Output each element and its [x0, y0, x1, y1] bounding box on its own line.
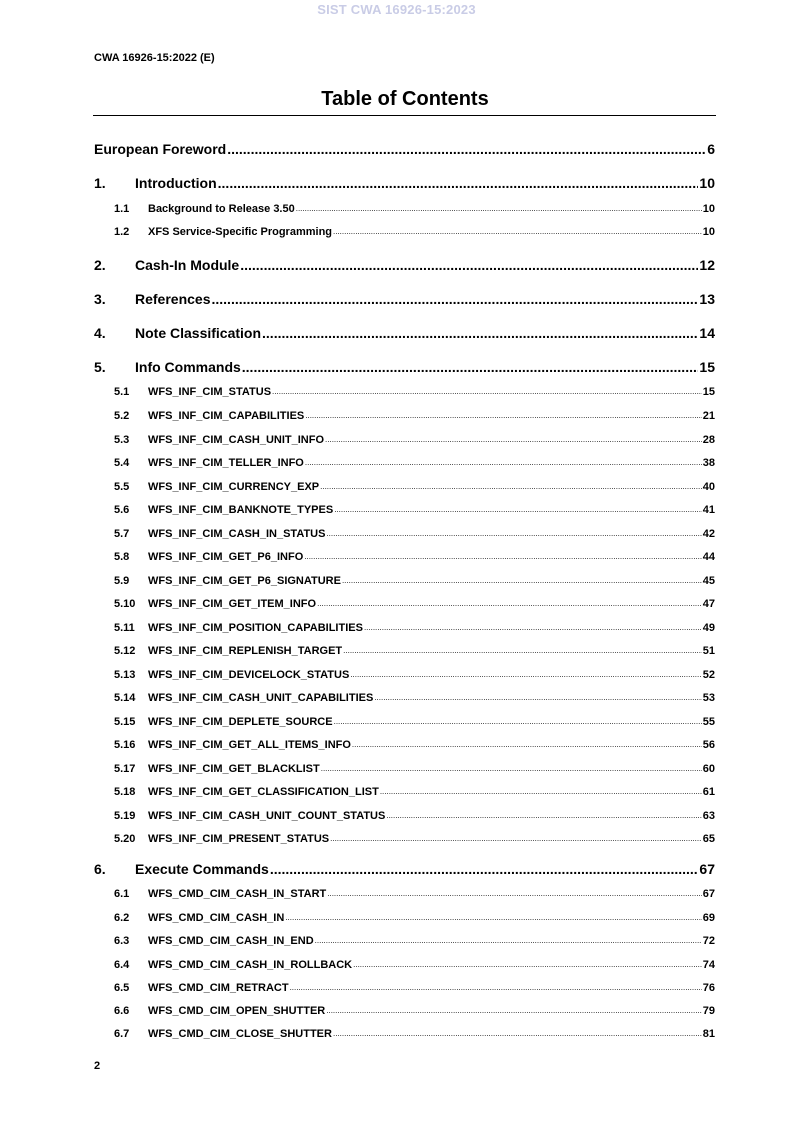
toc-entry-label: WFS_INF_CIM_POSITION_CAPABILITIES	[148, 622, 363, 634]
dot-leader	[321, 761, 702, 776]
toc-entry-label: Execute Commands	[135, 861, 269, 877]
toc-entry-page: 65	[702, 833, 715, 845]
toc-entry-number: 5.6	[114, 504, 130, 516]
toc-entry-number: 5.17	[114, 763, 136, 775]
toc-entry-number: 6.4	[114, 959, 130, 971]
toc-entry-number: 5.	[94, 359, 106, 375]
toc-entry-page: 13	[699, 291, 715, 307]
toc-entry-label: WFS_INF_CIM_BANKNOTE_TYPES	[148, 504, 334, 516]
toc-subentry[interactable]	[94, 224, 715, 239]
toc-entry-page: 6	[707, 141, 715, 157]
dot-leader	[326, 526, 701, 541]
toc-entry-label: Note Classification	[135, 325, 262, 341]
toc-entry-number: 5.12	[114, 645, 136, 657]
dot-leader	[364, 620, 702, 635]
toc-entry-label: WFS_INF_CIM_GET_ALL_ITEMS_INFO	[148, 739, 351, 751]
toc-entry-page: 10	[702, 226, 715, 238]
toc-entry-page: 12	[699, 257, 715, 273]
toc-entry-note-classification[interactable]	[94, 324, 715, 342]
toc-entry-page: 81	[702, 1028, 715, 1040]
dot-leader	[325, 432, 702, 447]
toc-entry-label: European Foreword	[94, 141, 227, 157]
toc-entry-label: WFS_INF_CIM_CURRENCY_EXP	[148, 481, 320, 493]
toc-entry-page: 56	[702, 739, 715, 751]
toc-subentry[interactable]	[94, 980, 715, 995]
toc-entry-number: 2.	[94, 257, 106, 273]
toc-entry-page: 10	[702, 203, 715, 215]
toc-entry-label: WFS_INF_CIM_GET_CLASSIFICATION_LIST	[148, 786, 379, 798]
dot-leader	[305, 455, 702, 470]
toc-entry-number: 5.15	[114, 716, 136, 728]
toc-entry-page: 40	[702, 481, 715, 493]
dot-leader	[317, 596, 702, 611]
toc-entry-label: WFS_CMD_CIM_CLOSE_SHUTTER	[148, 1028, 332, 1040]
toc-subentry[interactable]	[94, 737, 715, 752]
toc-entry-page: 60	[702, 763, 715, 775]
toc-entry-cash-in-module[interactable]	[94, 256, 715, 274]
dot-leader	[242, 358, 699, 376]
toc-entry-label: WFS_INF_CIM_CASH_UNIT_CAPABILITIES	[148, 692, 374, 704]
toc-entry-page: 69	[702, 912, 715, 924]
toc-entry-page: 51	[702, 645, 715, 657]
toc-entry-page: 15	[702, 386, 715, 398]
toc-subentry[interactable]	[94, 432, 715, 447]
toc-entry-page: 74	[702, 959, 715, 971]
toc-subentry[interactable]	[94, 910, 715, 925]
dot-leader	[320, 479, 702, 494]
toc-subentry[interactable]	[94, 384, 715, 399]
toc-entry-page: 49	[702, 622, 715, 634]
toc-entry-label: Background to Release 3.50	[148, 203, 295, 215]
toc-entry-label: WFS_INF_CIM_GET_P6_INFO	[148, 551, 304, 563]
toc-entry-label: WFS_INF_CIM_TELLER_INFO	[148, 457, 304, 469]
toc-subentry[interactable]	[94, 479, 715, 494]
toc-subentry[interactable]	[94, 714, 715, 729]
toc-entry-label: WFS_CMD_CIM_RETRACT	[148, 982, 289, 994]
toc-entry-page: 61	[702, 786, 715, 798]
toc-entry-label: WFS_CMD_CIM_CASH_IN_START	[148, 888, 327, 900]
dot-leader	[290, 980, 702, 995]
toc-subentry[interactable]	[94, 831, 715, 846]
toc-subentry[interactable]	[94, 784, 715, 799]
toc-entry-label: WFS_INF_CIM_DEVICELOCK_STATUS	[148, 669, 350, 681]
dot-leader	[270, 860, 699, 878]
toc-entry-number: 1.1	[114, 203, 130, 215]
dot-leader	[315, 933, 702, 948]
toc-entry-label: XFS Service-Specific Programming	[148, 226, 333, 238]
toc-entry-number: 5.13	[114, 669, 136, 681]
watermark: SIST CWA 16926-15:2023	[317, 2, 476, 17]
toc-entry-label: WFS_INF_CIM_CASH_IN_STATUS	[148, 528, 326, 540]
toc-entry-number: 5.16	[114, 739, 136, 751]
toc-entry-number: 6.5	[114, 982, 130, 994]
dot-leader	[326, 1003, 702, 1018]
toc-subentry[interactable]	[94, 549, 715, 564]
dot-leader	[262, 324, 698, 342]
toc-entry-page: 38	[702, 457, 715, 469]
toc-entry-label: Info Commands	[135, 359, 241, 375]
toc-entry-label: WFS_INF_CIM_CAPABILITIES	[148, 410, 305, 422]
toc-entry-number: 1.	[94, 175, 106, 191]
dot-leader	[343, 643, 702, 658]
toc-entry-label: Cash-In Module	[135, 257, 240, 273]
toc-entry-execute-commands[interactable]	[94, 860, 715, 878]
toc-subentry[interactable]	[94, 933, 715, 948]
toc-subentry[interactable]	[94, 526, 715, 541]
toc-entry-label: WFS_CMD_CIM_CASH_IN_END	[148, 935, 314, 947]
toc-subentry[interactable]	[94, 455, 715, 470]
dot-leader	[305, 408, 701, 423]
toc-entry-label: WFS_INF_CIM_GET_BLACKLIST	[148, 763, 320, 775]
dot-leader	[227, 140, 706, 158]
toc-entry-number: 5.5	[114, 481, 130, 493]
toc-entry-label: WFS_INF_CIM_REPLENISH_TARGET	[148, 645, 343, 657]
dot-leader	[333, 1026, 702, 1041]
toc-subentry[interactable]	[94, 408, 715, 423]
toc-entry-references[interactable]	[94, 290, 715, 308]
toc-entry-label: WFS_CMD_CIM_OPEN_SHUTTER	[148, 1005, 326, 1017]
toc-subentry[interactable]	[94, 201, 715, 216]
toc-entry-label: WFS_INF_CIM_STATUS	[148, 386, 272, 398]
dot-leader	[352, 737, 702, 752]
toc-subentry[interactable]	[94, 957, 715, 972]
toc-entry-label: WFS_CMD_CIM_CASH_IN_ROLLBACK	[148, 959, 353, 971]
toc-entry-number: 5.8	[114, 551, 130, 563]
toc-entry-info-commands[interactable]	[94, 358, 715, 376]
toc-entry-page: 41	[702, 504, 715, 516]
toc-entry-number: 5.10	[114, 598, 136, 610]
toc-subentry[interactable]	[94, 667, 715, 682]
dot-leader	[333, 224, 702, 239]
toc-entry-page: 15	[699, 359, 715, 375]
toc-entry-page: 45	[702, 575, 715, 587]
dot-leader	[350, 667, 701, 682]
toc-entry-number: 6.1	[114, 888, 130, 900]
toc-entry-page: 10	[699, 175, 715, 191]
toc-entry-number: 6.6	[114, 1005, 130, 1017]
toc-entry-page: 53	[702, 692, 715, 704]
toc-subentry[interactable]	[94, 690, 715, 705]
toc-entry-number: 6.3	[114, 935, 130, 947]
toc-subentry[interactable]	[94, 886, 715, 901]
toc-entry-number: 6.2	[114, 912, 130, 924]
toc-entry-label: WFS_INF_CIM_GET_ITEM_INFO	[148, 598, 317, 610]
toc-entry-page: 72	[702, 935, 715, 947]
document-id: CWA 16926-15:2022 (E)	[94, 52, 215, 64]
toc-entry-page: 52	[702, 669, 715, 681]
toc-entry-number: 5.9	[114, 575, 130, 587]
toc-subentry[interactable]	[94, 643, 715, 658]
dot-leader	[386, 808, 701, 823]
toc-subentry[interactable]	[94, 573, 715, 588]
toc-entry-number: 5.19	[114, 810, 136, 822]
dot-leader	[334, 502, 702, 517]
page-number: 2	[94, 1060, 101, 1072]
toc-entry-number: 5.18	[114, 786, 136, 798]
toc-entry-page: 47	[702, 598, 715, 610]
toc-entry-number: 1.2	[114, 226, 130, 238]
toc-subentry[interactable]	[94, 620, 715, 635]
toc-entry-label: WFS_INF_CIM_DEPLETE_SOURCE	[148, 716, 333, 728]
toc-entry-label: WFS_INF_CIM_GET_P6_SIGNATURE	[148, 575, 341, 587]
toc-subentry[interactable]	[94, 1003, 715, 1018]
dot-leader	[353, 957, 702, 972]
toc-entry-number: 6.7	[114, 1028, 130, 1040]
toc-subentry[interactable]	[94, 1026, 715, 1041]
toc-subentry[interactable]	[94, 761, 715, 776]
toc-entry-foreword[interactable]	[94, 140, 715, 158]
dot-leader	[285, 910, 701, 925]
dot-leader	[334, 714, 702, 729]
title-rule	[93, 115, 716, 116]
dot-leader	[272, 384, 702, 399]
toc-entry-label: WFS_INF_CIM_CASH_UNIT_COUNT_STATUS	[148, 810, 386, 822]
toc-entry-page: 67	[702, 888, 715, 900]
toc-title: Table of Contents	[321, 88, 489, 110]
toc-entry-label: Introduction	[135, 175, 217, 191]
toc-entry-page: 63	[702, 810, 715, 822]
toc-entry-number: 4.	[94, 325, 106, 341]
toc-entry-number: 5.14	[114, 692, 136, 704]
dot-leader	[212, 290, 699, 308]
dot-leader	[240, 256, 698, 274]
dot-leader	[380, 784, 702, 799]
toc-entry-label: References	[135, 291, 211, 307]
toc-entry-page: 44	[702, 551, 715, 563]
toc-entry-label: WFS_INF_CIM_PRESENT_STATUS	[148, 833, 330, 845]
toc-entry-page: 76	[702, 982, 715, 994]
toc-entry-page: 67	[699, 861, 715, 877]
dot-leader	[304, 549, 701, 564]
toc-entry-introduction[interactable]	[94, 174, 715, 192]
toc-entry-number: 5.3	[114, 434, 130, 446]
toc-entry-number: 5.7	[114, 528, 130, 540]
dot-leader	[218, 174, 699, 192]
toc-entry-number: 5.11	[114, 622, 135, 634]
toc-entry-label: WFS_CMD_CIM_CASH_IN	[148, 912, 285, 924]
toc-entry-number: 3.	[94, 291, 106, 307]
dot-leader	[374, 690, 701, 705]
toc-entry-page: 55	[702, 716, 715, 728]
toc-entry-page: 79	[702, 1005, 715, 1017]
toc-subentry[interactable]	[94, 808, 715, 823]
toc-entry-number: 5.1	[114, 386, 130, 398]
dot-leader	[296, 201, 702, 216]
toc-entry-label: WFS_INF_CIM_CASH_UNIT_INFO	[148, 434, 325, 446]
toc-entry-number: 6.	[94, 861, 106, 877]
toc-entry-number: 5.4	[114, 457, 130, 469]
toc-subentry[interactable]	[94, 502, 715, 517]
dot-leader	[342, 573, 702, 588]
toc-entry-page: 21	[702, 410, 715, 422]
toc-entry-page: 14	[699, 325, 715, 341]
dot-leader	[327, 886, 701, 901]
toc-entry-number: 5.2	[114, 410, 130, 422]
toc-subentry[interactable]	[94, 596, 715, 611]
dot-leader	[330, 831, 702, 846]
toc-entry-page: 28	[702, 434, 715, 446]
toc-entry-page: 42	[702, 528, 715, 540]
toc-entry-number: 5.20	[114, 833, 136, 845]
